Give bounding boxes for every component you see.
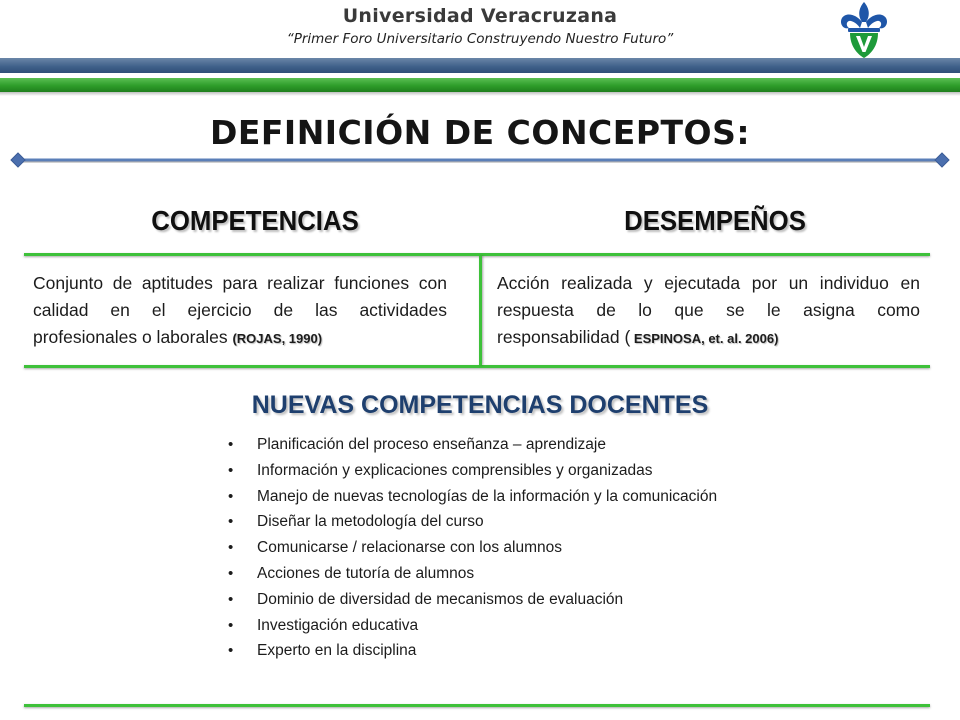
desempenos-citation: ESPINOSA, et. al. 2006) (630, 331, 779, 346)
competencias-definition-text: Conjunto de aptitudes para realizar funciones con calidad en el ejercicio de las actividades profesionales o laborales (33, 273, 447, 347)
list-item: • Investigación educativa (228, 613, 750, 639)
list-item: • Información y explicaciones comprensibles y organizadas (228, 458, 750, 484)
list-item: • Diseñar la metodología del curso (228, 509, 750, 535)
title-divider (10, 150, 950, 170)
header-band (0, 58, 960, 94)
competencias-docentes-list (228, 432, 750, 664)
competencias-heading: COMPETENCIAS (151, 205, 359, 236)
fleur-de-lis-logo-icon (836, 0, 892, 60)
desempenos-definition (497, 270, 920, 352)
competencias-definition (33, 270, 447, 352)
list-item: • Experto en la disciplina (228, 638, 750, 664)
competencias-citation: (ROJAS, 1990) (232, 331, 323, 346)
footer-line (24, 704, 930, 707)
page-title: DEFINICIÓN DE CONCEPTOS: (209, 113, 751, 152)
definition-box-top-line (24, 253, 930, 256)
nuevas-competencias-heading: NUEVAS COMPETENCIAS DOCENTES (251, 391, 709, 419)
header-green-band (0, 78, 960, 92)
list-item: • Acciones de tutoría de alumnos (228, 561, 750, 587)
desempenos-definition-text: Acción realizada y ejecutada por un individuo en respuesta de lo que se le asigna como responsabilidad (497, 273, 920, 347)
list-item: • Manejo de nuevas tecnologías de la información y la comunicación (228, 484, 750, 510)
definition-box-bottom-line (24, 365, 930, 368)
university-motto: “Primer Foro Universitario Construyendo Nuestro Futuro” (286, 31, 674, 47)
definition-box-divider (479, 256, 482, 365)
list-item: • Planificación del proceso enseñanza – aprendizaje (228, 432, 750, 458)
desempenos-heading: DESEMPEÑOS (624, 205, 806, 236)
header-blue-band (0, 58, 960, 73)
list-item: • Dominio de diversidad de mecanismos de evaluación (228, 587, 750, 613)
desempenos-citation-paren: ( (624, 327, 631, 347)
list-item: • Comunicarse / relacionarse con los alumnos (228, 535, 750, 561)
university-name: Universidad Veracruzana (342, 5, 618, 27)
